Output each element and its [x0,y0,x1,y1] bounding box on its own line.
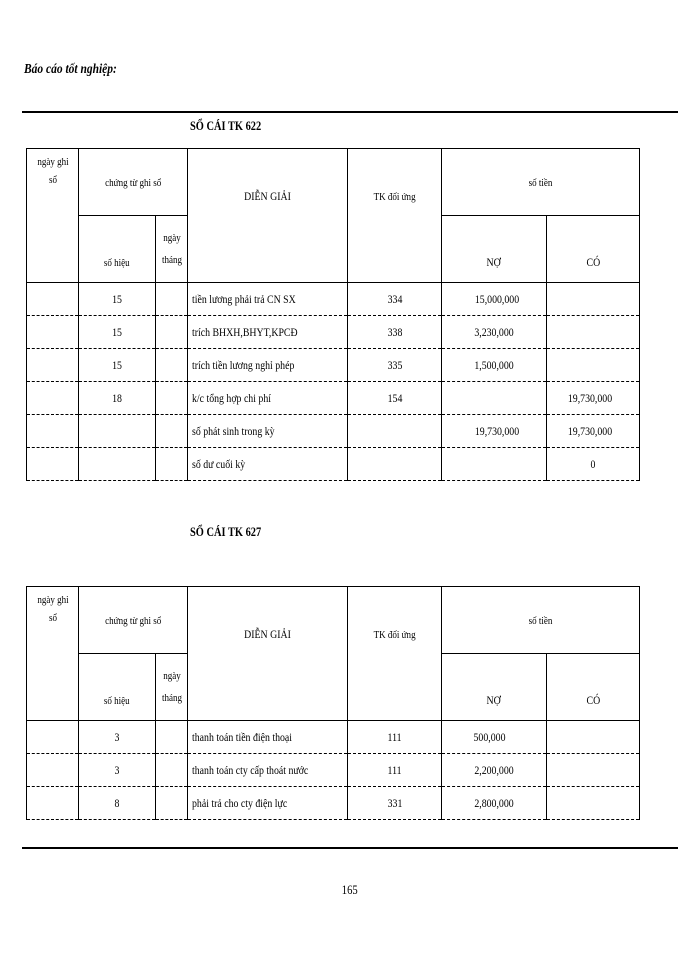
cell-credit [547,316,640,349]
header-rule [22,111,678,113]
cell-contra-account: 331 [348,787,442,820]
cell-ref-number [79,448,156,481]
cell-description: thanh toán tiền điện thoại [188,721,348,754]
cell-debit: 2,200,000 [442,754,547,787]
cell-ref-number: 15 [79,349,156,382]
cell-credit: 0 [547,448,640,481]
header-no: NỢ [442,654,547,721]
cell-debit: 19,730,000 [442,415,547,448]
cell-date [27,448,79,481]
cell-debit [442,448,547,481]
cell-debit: 1,500,000 [442,349,547,382]
header-so-tien: số tiền [442,587,640,654]
cell-credit [547,721,640,754]
cell-contra-account: 111 [348,754,442,787]
cell-date [27,754,79,787]
cell-date [27,283,79,316]
cell-credit [547,349,640,382]
ledger-622-title: SỔ CÁI TK 622 [190,118,262,133]
cell-ref-date [156,316,188,349]
cell-description: trích BHXH,BHYT,KPCĐ [188,316,348,349]
cell-debit: 500,000 [442,721,547,754]
cell-date [27,316,79,349]
cell-description: tiền lương phải trả CN SX [188,283,348,316]
cell-credit [547,754,640,787]
header-dien-giai: DIỄN GIẢI [188,149,348,283]
header-chung-tu-ghi-so: chứng từ ghi sổ [79,587,188,654]
cell-contra-account: 338 [348,316,442,349]
table-row [27,283,640,316]
table-row [27,448,640,481]
cell-debit: 15,000,000 [442,283,547,316]
cell-ref-number [79,415,156,448]
cell-credit: 19,730,000 [547,415,640,448]
cell-contra-account: 154 [348,382,442,415]
header-so-tien: số tiền [442,149,640,216]
header-no: NỢ [442,216,547,283]
table-row [27,721,640,754]
cell-ref-date [156,787,188,820]
cell-ref-date [156,382,188,415]
header-chung-tu-ghi-so: chứng từ ghi sổ [79,149,188,216]
cell-ref-number: 15 [79,316,156,349]
cell-ref-date [156,349,188,382]
cell-credit [547,283,640,316]
cell-debit: 3,230,000 [442,316,547,349]
header-tk-doi-ung: TK đối ứng [348,587,442,721]
cell-ref-date [156,415,188,448]
cell-ref-number: 3 [79,754,156,787]
ledger-627-table [26,586,640,820]
cell-date [27,349,79,382]
cell-description: k/c tổng hợp chi phí [188,382,348,415]
cell-description: số dư cuối kỳ [188,448,348,481]
table-row [27,382,640,415]
header-tk-doi-ung: TK đối ứng [348,149,442,283]
cell-credit [547,787,640,820]
header-ngay-thang: ngày tháng [156,216,188,283]
cell-ref-number: 8 [79,787,156,820]
ledger-627-title: SỔ CÁI TK 627 [190,524,262,539]
cell-contra-account [348,448,442,481]
cell-date [27,415,79,448]
table-row [27,349,640,382]
cell-description: phải trả cho cty điện lực [188,787,348,820]
cell-ref-number: 15 [79,283,156,316]
cell-description: số phát sinh trong kỳ [188,415,348,448]
ledger-622-table [26,148,640,481]
header-ngay-thang: ngày tháng [156,654,188,721]
cell-ref-date [156,721,188,754]
cell-contra-account: 335 [348,349,442,382]
cell-date [27,787,79,820]
table-row [27,754,640,787]
cell-ref-date [156,754,188,787]
table-row [27,787,640,820]
cell-ref-number: 18 [79,382,156,415]
cell-contra-account: 111 [348,721,442,754]
table-row [27,415,640,448]
cell-credit: 19,730,000 [547,382,640,415]
cell-date [27,721,79,754]
header-co: CÓ [547,216,640,283]
header-dien-giai: DIỄN GIẢI [188,587,348,721]
cell-ref-number: 3 [79,721,156,754]
cell-ref-date [156,283,188,316]
page-number: 165 [342,882,358,897]
cell-description: thanh toán cty cấp thoát nước [188,754,348,787]
cell-ref-date [156,448,188,481]
cell-contra-account: 334 [348,283,442,316]
table-row [27,316,640,349]
header-co: CÓ [547,654,640,721]
header-ngay-ghi-so: ngày ghi sổ [27,587,79,721]
header-ngay-ghi-so: ngày ghi sổ [27,149,79,283]
cell-contra-account [348,415,442,448]
header-so-hieu: số hiệu [79,654,156,721]
cell-description: trích tiền lương nghỉ phép [188,349,348,382]
document-header-title: Báo cáo tốt nghiệp: [24,62,117,77]
cell-date [27,382,79,415]
cell-debit [442,382,547,415]
footer-rule [22,847,678,849]
cell-debit: 2,800,000 [442,787,547,820]
header-so-hieu: số hiệu [79,216,156,283]
